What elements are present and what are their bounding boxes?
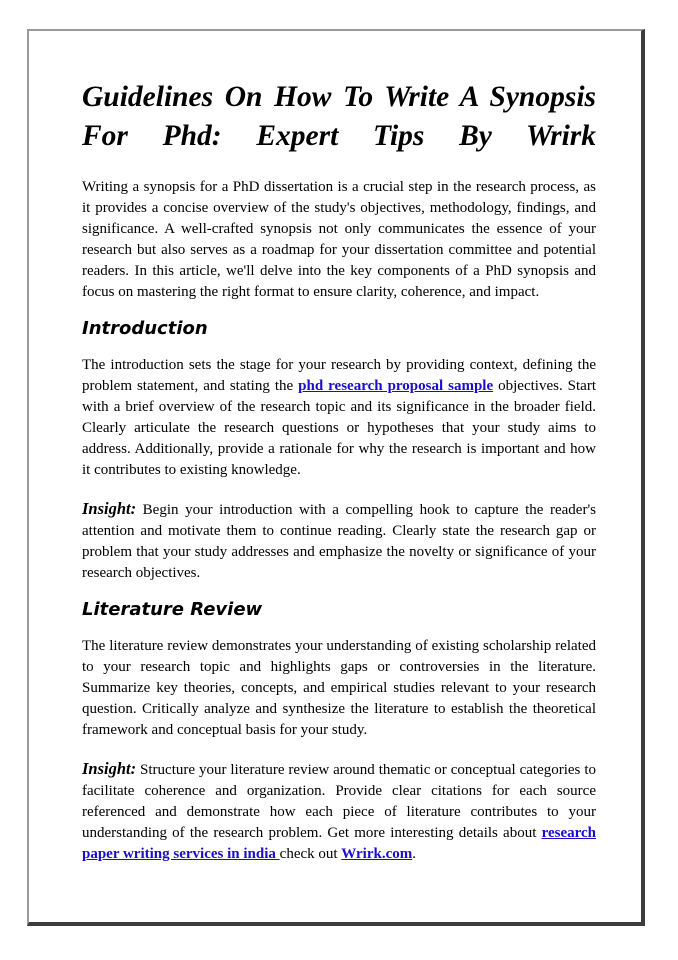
introduction-paragraph <box>82 355 596 481</box>
phd-proposal-sample-link[interactable]: phd research proposal sample <box>298 378 494 394</box>
insight-text: Begin your introduction with a compelling hook to capture the reader's attention and motivate them to continue reading. Clearly state the research gap or problem that your study addresses and emphasize the novelty or significance of your research objectives. <box>82 502 596 581</box>
document-body <box>82 78 596 865</box>
insight-label: Insight: <box>82 499 137 518</box>
insight-text-end: . <box>412 846 417 862</box>
section-heading-literature-review: Literature Review <box>82 599 263 620</box>
section-heading-introduction: Introduction <box>82 318 208 339</box>
insight-text: Structure your literature review around thematic or conceptual categories to facilitate coherence and organization. Provide clear citations for each source referenced and demonstrate how each piece of literature contributes to your understanding of the research problem. Get more interesting details about <box>82 762 596 841</box>
introduction-text-start: The introduction sets the stage for your research by providing context, defining the problem statement, and stating the <box>82 357 596 394</box>
document-title: Guidelines On How To Write A Synopsis For Phd: Expert Tips By Wrirk <box>82 81 596 152</box>
wrirk-site-link[interactable]: Wrirk.com <box>341 846 413 862</box>
introduction-insight <box>82 498 596 584</box>
insight-text-between-links: check out <box>279 846 342 862</box>
insight-label: Insight: <box>82 759 137 778</box>
literature-review-insight <box>82 758 596 865</box>
research-paper-services-link[interactable]: research paper writing services in india <box>82 825 596 862</box>
literature-review-paragraph: The literature review demonstrates your understanding of existing scholarship related to your research topic and highlights gaps or controversies in the literature. Summarize key theories, concepts, and empirical studies relevant to your research question. Critically analyze and synthesize the literature to establish the theoretical framework and conceptual basis for your study. <box>82 638 596 738</box>
intro-paragraph: Writing a synopsis for a PhD dissertation is a crucial step in the research process, as it provides a concise overview of the study's objectives, methodology, findings, and significance. A well-crafted synopsis not only communicates the essence of your research but also serves as a roadmap for your dissertation committee and potential readers. In this article, we'll delve into the key components of a PhD synopsis and focus on mastering the right format to ensure clarity, coherence, and impact. <box>82 179 596 300</box>
introduction-text-end: objectives. Start with a brief overview of the research topic and its significance in the broader field. Clearly articulate the research questions or hypotheses that your study aims to address. Additionally, provide a rationale for why the research is important and how it contributes to existing knowledge. <box>82 378 597 478</box>
